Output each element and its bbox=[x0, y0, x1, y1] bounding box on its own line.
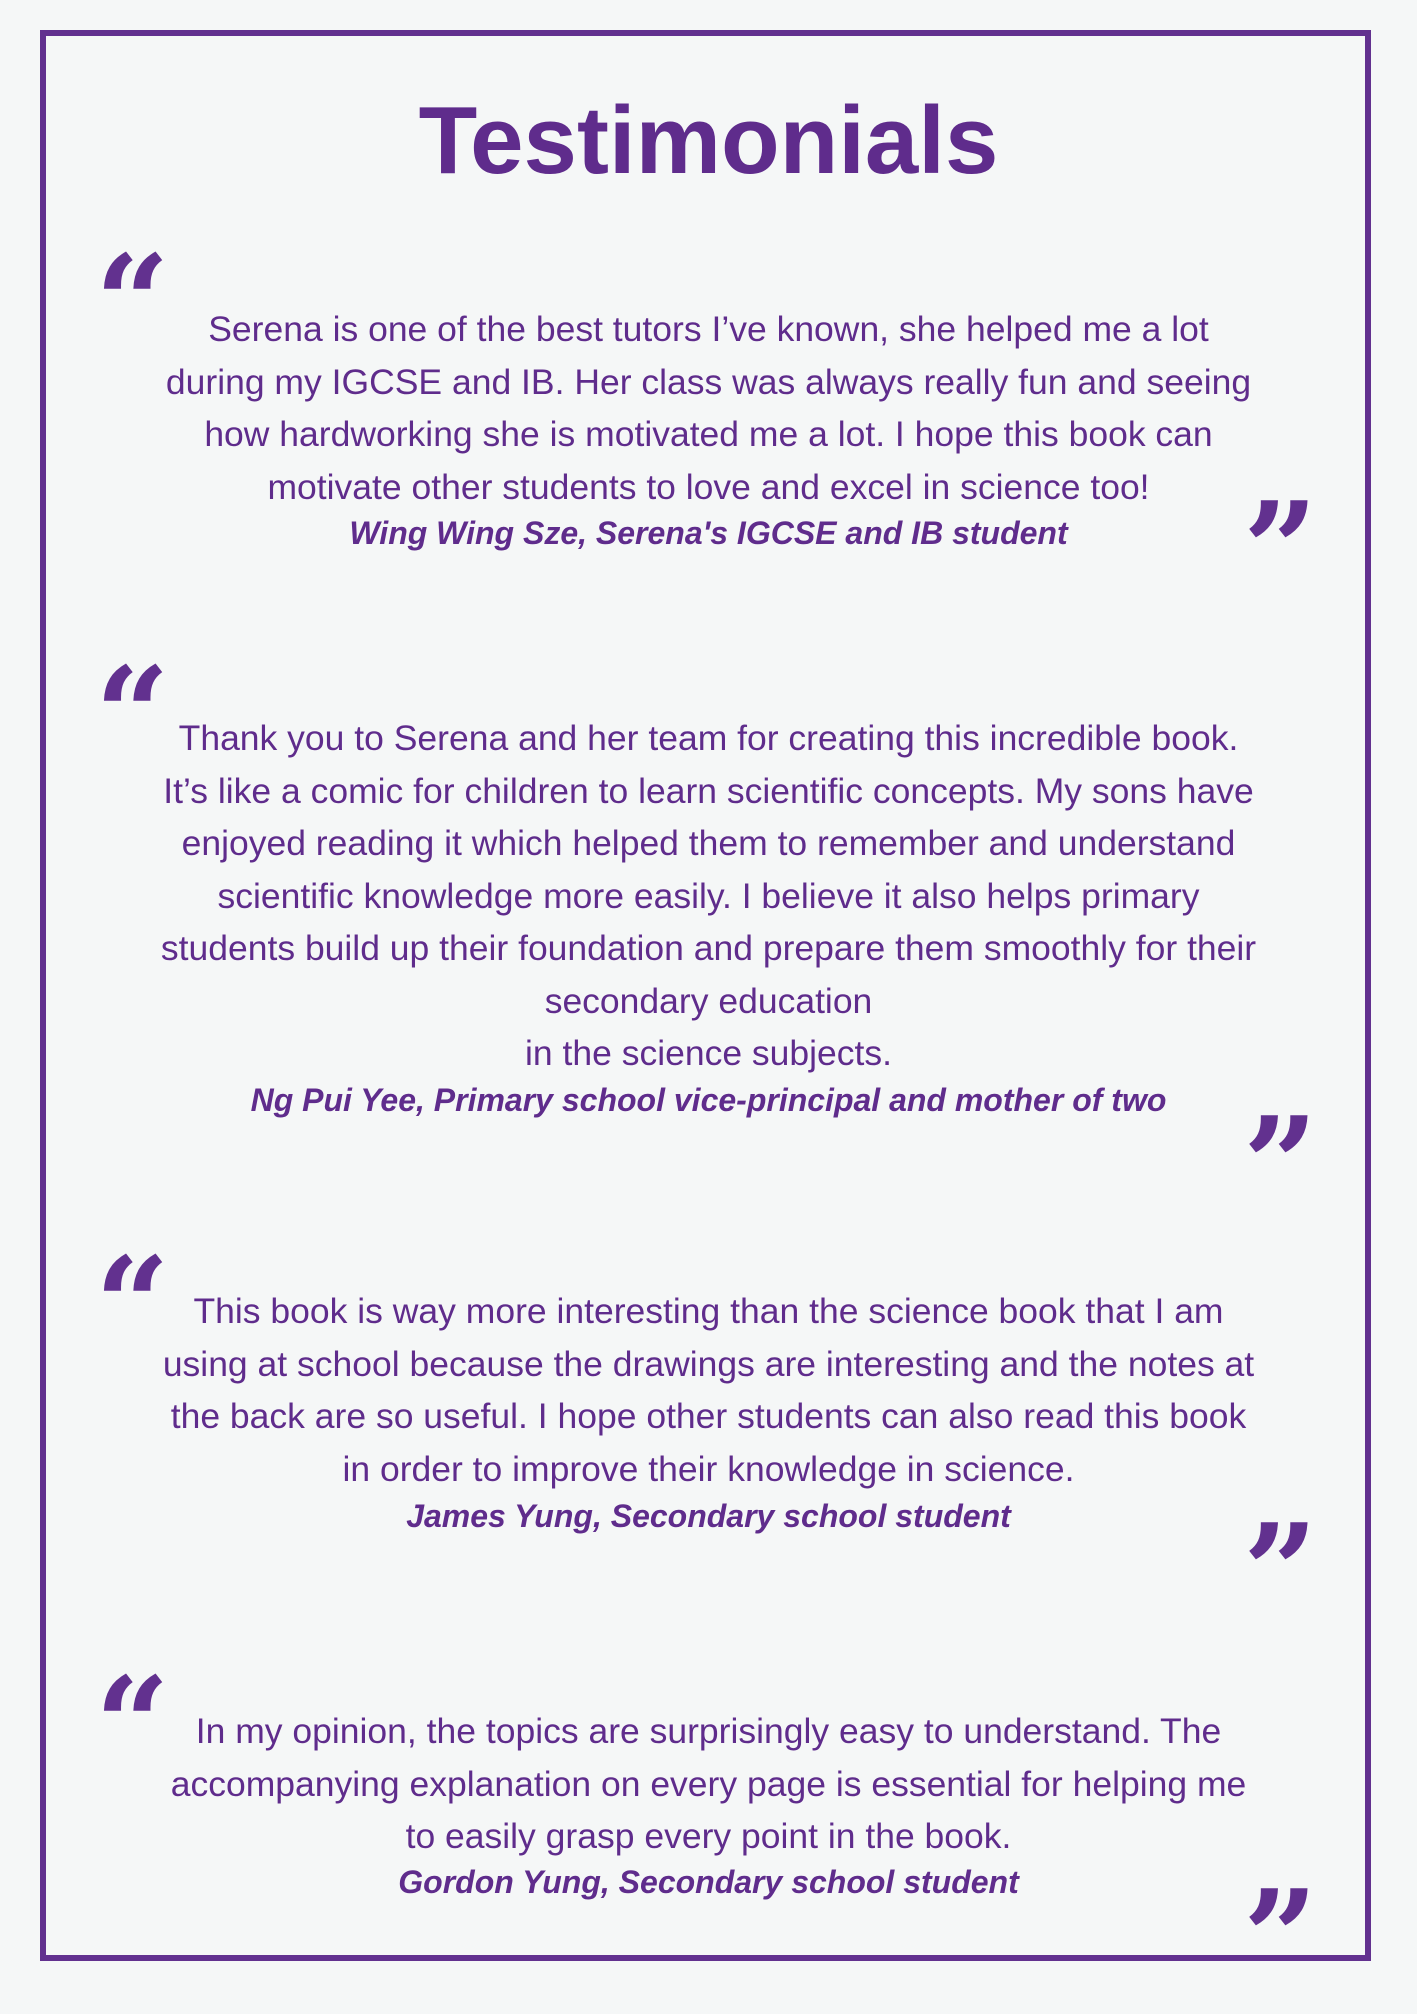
testimonial-4-author: Gordon Yung, Secondary school student bbox=[398, 1864, 1019, 1900]
testimonial-2-text: Thank you to Serena and her team for creating this incredible book. It’s like a comic for children to learn scientific concepts. My sons have enjoyed reading it which helped them to remember and understand scientific knowledge more easily. I believe it also helps primary students build up their foundation and prepare them smoothly for their secondary education in the science subjects. bbox=[160, 718, 1257, 1073]
open-quote-icon: “ bbox=[95, 1648, 170, 1801]
testimonial-2-author: Ng Pui Yee, Primary school vice-principal and mother of two bbox=[250, 1082, 1167, 1118]
testimonial-3-text: This book is way more interesting than the science book that I am using at school because the drawings are interesting and the notes at the back are so useful. I hope other students can also read this book in order to improve their knowledge in science. bbox=[162, 1291, 1255, 1489]
open-quote-icon: “ bbox=[95, 1228, 170, 1381]
close-quote-icon: ” bbox=[1243, 473, 1318, 626]
testimonial-3-author: James Yung, Secondary school student bbox=[406, 1498, 1011, 1534]
page-title: Testimonials bbox=[418, 87, 999, 194]
testimonial-1-author: Wing Wing Sze, Serena's IGCSE and IB student bbox=[349, 515, 1068, 551]
close-quote-icon: ” bbox=[1243, 1495, 1318, 1648]
open-quote-icon: “ bbox=[95, 638, 170, 791]
testimonial-4-text: In my opinion, the topics are surprisingly easy to understand. The accompanying explanation on every page is essential for helping me to easily grasp every point in the book. bbox=[170, 1711, 1247, 1856]
open-quote-icon: “ bbox=[95, 226, 170, 379]
close-quote-icon: ” bbox=[1243, 1861, 1318, 2014]
testimonial-1-text: Serena is one of the best tutors I’ve known, she helped me a lot during my IGCSE and IB. Her class was always really fun and seeing how hardworking she is motivated me a lot. I hope this book can motivate other students to love and excel in science too! bbox=[165, 309, 1252, 507]
close-quote-icon: ” bbox=[1243, 1088, 1318, 1241]
